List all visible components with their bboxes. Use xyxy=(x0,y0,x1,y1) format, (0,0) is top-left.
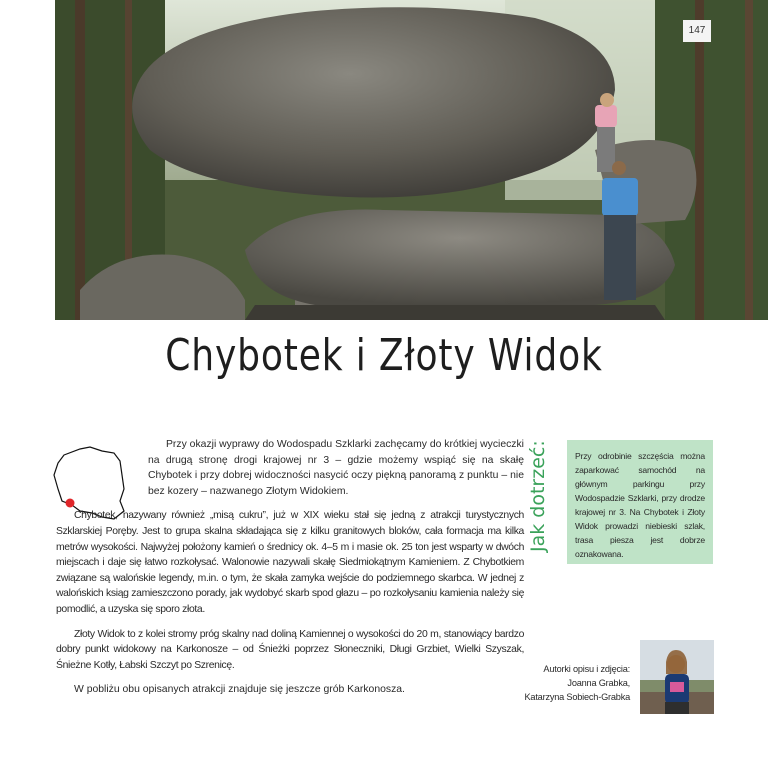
directions-label: Jak dotrzeć: xyxy=(527,440,549,552)
author-name-1: Joanna Grabka, xyxy=(567,678,630,688)
directions-info-box: Przy odrobinie szczęścia można zaparkować samochód na głównym parkingu przy Wodospadzie Szklarki, przy drodze krajowej nr 3. Na Chybotek i Złoty Widok prowadzi niebieski szlak, trasa piesza jest dobrze oznakowana. xyxy=(567,440,713,564)
authors-label: Autorki opisu i zdjęcia: xyxy=(543,664,630,674)
rock-formation-photo xyxy=(55,0,768,320)
author-photo xyxy=(640,640,714,714)
paragraph-1: Przy okazji wyprawy do Wodospadu Szklarki zachęcamy do krótkiej wycieczki na drugą stronę drogi krajowej nr 3 – gdzie możemy wspiąć się na skałę Chybotek i przy dobrej widoczności nasycić oczy piękną panoramą z punktu – nie bez kozery – nazwanego Złotym Widokiem. xyxy=(148,439,524,497)
author-name-2: Katarzyna Sobiech-Grabka xyxy=(524,692,630,702)
article-title: Chybotek i Złoty Widok xyxy=(165,330,603,381)
page-number: 147 xyxy=(683,20,711,42)
hero-photo xyxy=(55,0,768,320)
paragraph-2: Chybotek, nazywany również „misą cukru”, już w XIX wieku stał się jedną z atrakcji turystycznych Szklarskiej Poręby. Jest to grupa skalna składająca się z kilku granitowych bloków, cała formacja ma kilka metrów wysokości. Najwyżej położony kamień o średnicy ok. 4–5 m i masie ok. 25 ton jest wsparty w dwóch miejscach i daje się łatwo rozkołysać. Walonowie nazywali skałę Siedmiokątnym Kamieniem. Z Chybotkiem związane są walońskie legendy, m.in. o tym, że skała zamyka wejście do podziemnego skarbca. W jednej z walońskich ksiąg zamieszczono porady, jak wydobyć skarb spod głazu – po rozkołysaniu kamienia należy się pomodlić, a uzyska się sporo złota. xyxy=(56,510,524,615)
article-body xyxy=(56,437,524,707)
paragraph-4: W pobliżu obu opisanych atrakcji znajduje się jeszcze grób Karkonosza. xyxy=(74,684,405,696)
authors-credit xyxy=(512,662,630,704)
paragraph-3: Złoty Widok to z kolei stromy próg skalny nad doliną Kamiennej o wysokości do 20 m, stanowiący bardzo dobry punkt widokowy na Karkonosze – od Śnieżki poprzez Słoneczniki, Długi Grzbiet, Wielki Szyszak, Śnieżne Kotły, Łabski Szczyt po Szrenicę. xyxy=(56,628,524,671)
